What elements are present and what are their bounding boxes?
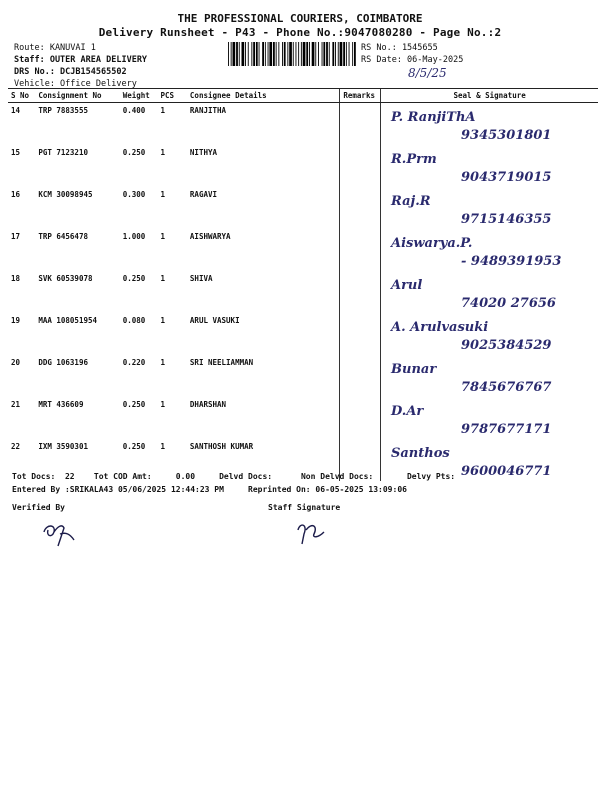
signature-name: D.Ar <box>391 404 424 419</box>
row-weight: 0.080 <box>122 316 146 325</box>
row-pcs: 1 <box>160 358 165 367</box>
table-row <box>8 271 598 313</box>
row-remarks <box>340 397 381 439</box>
row-consignee: NITHYA <box>189 148 218 157</box>
row-weight: 0.250 <box>122 400 146 409</box>
row-sno: 17 <box>11 232 21 241</box>
row-sno: 18 <box>11 274 21 283</box>
row-pcs: 1 <box>160 274 165 283</box>
table-row <box>8 397 598 439</box>
row-weight: 0.300 <box>122 190 146 199</box>
signature-phone: 9600046771 <box>461 464 552 479</box>
table-row <box>8 229 598 271</box>
signature-name: Raj.R <box>391 194 431 209</box>
row-weight: 0.250 <box>122 148 146 157</box>
footer-summary: Tot Docs: 22 Tot COD Amt: 0.00 Delvd Docs: Non Delvd Docs: Delvy Pts: <box>12 472 456 481</box>
row-consignee: SANTHOSH KUMAR <box>189 442 254 451</box>
row-signature <box>381 145 598 187</box>
signature-phone: 9345301801 <box>461 128 552 143</box>
row-signature <box>381 187 598 229</box>
table-header-row <box>8 89 598 103</box>
row-consignee: RAGAVI <box>189 190 218 199</box>
row-weight: 0.220 <box>122 358 146 367</box>
row-consignment-no: SVK 60539078 <box>38 274 93 283</box>
row-pcs: 1 <box>160 316 165 325</box>
row-weight: 0.400 <box>122 106 146 115</box>
row-remarks <box>340 355 381 397</box>
vehicle-label: Vehicle: Office Delivery <box>14 79 137 89</box>
row-remarks <box>340 187 381 229</box>
handwritten-signature <box>381 355 600 397</box>
footer-entered: Entered By :SRIKALA43 05/06/2025 12:44:23 PM Reprinted On: 06-05-2025 13:09:06 <box>12 485 407 494</box>
signature-phone: 9043719015 <box>461 170 552 185</box>
row-pcs: 1 <box>160 232 165 241</box>
row-consignment-no: IXM 3590301 <box>38 442 88 451</box>
row-consignee: SHIVA <box>189 274 213 283</box>
row-consignee: DHARSHAN <box>189 400 227 409</box>
handwritten-signature <box>381 271 600 313</box>
row-signature <box>381 397 598 439</box>
handwritten-signature <box>381 145 600 187</box>
route-label: Route: KANUVAI 1 <box>14 43 96 53</box>
handwritten-signature <box>381 313 600 355</box>
signature-name: R.Prm <box>391 152 437 167</box>
row-consignment-no: TRP 7883555 <box>38 106 88 115</box>
row-weight: 0.250 <box>122 274 146 283</box>
rs-date: RS Date: 06-May-2025 <box>361 55 464 65</box>
row-consignee: RANJITHA <box>189 106 227 115</box>
row-pcs: 1 <box>160 400 165 409</box>
row-remarks <box>340 103 381 146</box>
handwritten-date-text: 8/5/25 <box>408 66 447 80</box>
row-consignment-no: MAA 108051954 <box>38 316 98 325</box>
row-consignee: SRI NEELIAMMAN <box>189 358 254 367</box>
verifier-signature <box>40 518 80 550</box>
staff-label: Staff: OUTER AREA DELIVERY <box>14 55 148 65</box>
verified-by-label: Verified By <box>12 503 65 512</box>
runsheet-table <box>8 88 598 481</box>
table-row <box>8 103 598 146</box>
row-pcs: 1 <box>160 148 165 157</box>
row-consignment-no: TRP 6456478 <box>38 232 88 241</box>
signature-phone: 7845676767 <box>461 380 552 395</box>
row-remarks <box>340 313 381 355</box>
runsheet-subtitle: Delivery Runsheet - P43 - Phone No.:9047080280 - Page No.:2 <box>98 26 502 39</box>
barcode-icon <box>228 42 356 66</box>
row-remarks <box>340 229 381 271</box>
handwritten-signature <box>381 103 600 145</box>
row-signature <box>381 103 598 146</box>
left-info-block <box>14 42 147 90</box>
row-consignment-no: MRT 436609 <box>38 400 84 409</box>
row-sno: 15 <box>11 148 21 157</box>
signature-name: Bunar <box>391 362 437 377</box>
row-pcs: 1 <box>160 442 165 451</box>
signature-phone: 9025384529 <box>461 338 552 353</box>
row-sno: 22 <box>11 442 21 451</box>
header-pcs: PCS <box>157 89 186 103</box>
header-sno: S No <box>8 89 35 103</box>
row-consignee: ARUL VASUKI <box>189 316 240 325</box>
row-sno: 16 <box>11 190 21 199</box>
signature-name: Arul <box>391 278 423 293</box>
row-sno: 14 <box>11 106 21 115</box>
row-sno: 20 <box>11 358 21 367</box>
signature-phone: - 9489391953 <box>461 254 562 269</box>
row-weight: 1.000 <box>122 232 146 241</box>
staff-signature-label: Staff Signature <box>268 503 341 512</box>
drs-label: DRS No.: DCJB154565502 <box>14 67 127 77</box>
row-consignee: AISHWARYA <box>189 232 231 241</box>
row-signature <box>381 355 598 397</box>
table-row <box>8 355 598 397</box>
table-row <box>8 187 598 229</box>
row-pcs: 1 <box>160 190 165 199</box>
signature-name: Santhos <box>391 446 450 461</box>
row-weight: 0.250 <box>122 442 146 451</box>
row-signature <box>381 229 598 271</box>
signature-name: A. Arulvasuki <box>391 320 489 335</box>
row-remarks <box>340 145 381 187</box>
row-sno: 21 <box>11 400 21 409</box>
handwritten-signature <box>381 397 600 439</box>
row-signature <box>381 313 598 355</box>
row-consignment-no: KCM 30098945 <box>38 190 93 199</box>
header-consignment: Consignment No <box>35 89 119 103</box>
handwritten-signature <box>381 187 600 229</box>
handwritten-signature <box>381 229 600 271</box>
row-pcs: 1 <box>160 106 165 115</box>
row-sno: 19 <box>11 316 21 325</box>
staff-signature <box>292 518 332 548</box>
signature-name: Aiswarya.P. <box>391 236 473 251</box>
header-weight: Weight <box>120 89 158 103</box>
signature-phone: 74020 27656 <box>461 296 557 311</box>
header-remarks: Remarks <box>340 89 381 103</box>
row-consignment-no: DDG 1063196 <box>38 358 88 367</box>
row-signature <box>381 271 598 313</box>
rs-number: RS No.: 1545655 <box>361 43 438 53</box>
table-row <box>8 145 598 187</box>
row-remarks <box>340 271 381 313</box>
header-signature: Seal & Signature <box>381 89 598 103</box>
signature-phone: 9715146355 <box>461 212 552 227</box>
handwritten-date <box>400 62 480 82</box>
signature-phone: 9787677171 <box>461 422 552 437</box>
company-title: THE PROFESSIONAL COURIERS, COIMBATORE <box>177 12 423 25</box>
header-consignee: Consignee Details <box>187 89 340 103</box>
table-row <box>8 313 598 355</box>
row-consignment-no: PGT 7123210 <box>38 148 88 157</box>
signature-name: P. RanjiThA <box>391 110 476 125</box>
